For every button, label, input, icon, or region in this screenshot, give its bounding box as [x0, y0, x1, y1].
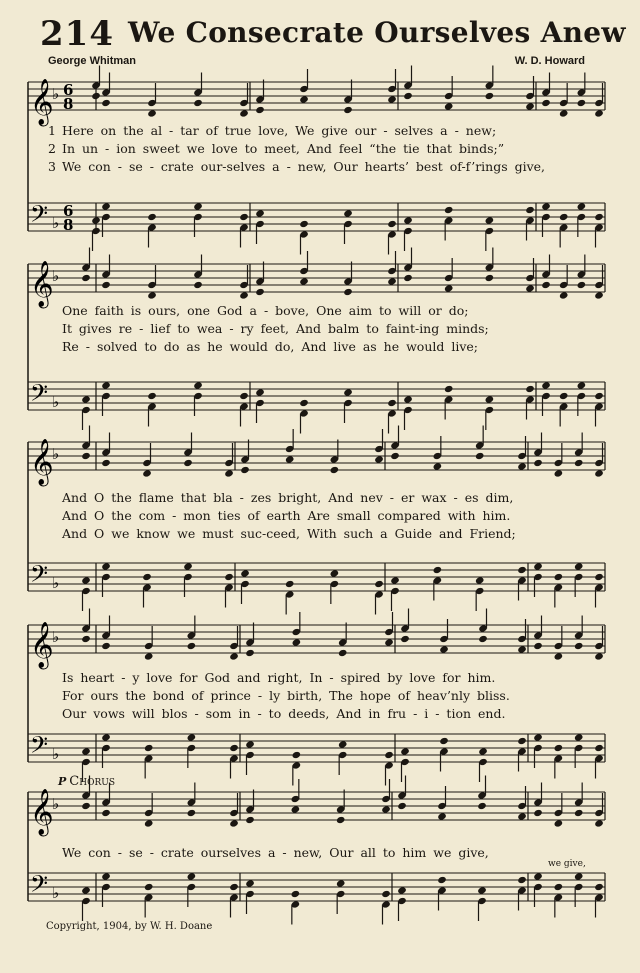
note-head: [292, 638, 302, 646]
note-head: [183, 459, 193, 467]
note-head: [336, 879, 346, 887]
lyrics-block: [40, 670, 605, 724]
note-head: [81, 452, 91, 460]
note-head: [554, 469, 564, 477]
lyric-line: [40, 845, 605, 863]
lyrics-block: [40, 845, 605, 863]
note-head: [183, 562, 193, 570]
note-head: [229, 819, 239, 827]
lyric-text: Re - solved to do as he would do, And live as he would live;: [62, 339, 479, 354]
note-head: [390, 576, 400, 584]
key-flat-icon: ♭: [52, 884, 60, 902]
note-head: [533, 872, 543, 880]
note-head: [101, 872, 111, 880]
note-head: [574, 872, 584, 880]
note-head: [525, 102, 535, 110]
note-head: [594, 469, 604, 477]
note-head: [577, 281, 587, 289]
note-head: [517, 876, 527, 884]
note-head: [245, 740, 255, 748]
staff-treble: [28, 248, 605, 310]
lyric-line: [40, 508, 605, 526]
note-head: [285, 580, 295, 588]
note-head: [101, 642, 111, 650]
note-head: [444, 206, 454, 214]
note-head: [559, 109, 569, 117]
hymn-author: George Whitman: [48, 55, 137, 67]
note-head: [101, 562, 111, 570]
note-head: [81, 802, 91, 810]
note-head: [517, 812, 527, 820]
verse-number: 3: [48, 159, 56, 174]
note-head: [101, 281, 111, 289]
key-flat-icon: ♭: [52, 445, 60, 463]
note-head: [187, 809, 197, 817]
note-head: [330, 466, 340, 474]
verse-number: 1: [48, 123, 56, 138]
note-head: [240, 569, 250, 577]
note-head: [239, 109, 249, 117]
note-head: [517, 462, 527, 470]
note-head: [554, 652, 564, 660]
note-head: [559, 213, 569, 221]
key-flat-icon: ♭: [52, 745, 60, 763]
note-head: [533, 809, 543, 817]
bass-clef-icon: 𝄢: [30, 379, 49, 412]
time-signature-numerator: 6: [63, 202, 74, 220]
note-head: [299, 220, 309, 228]
lyric-line: [40, 706, 605, 724]
note-head: [144, 652, 154, 660]
treble-clef-icon: 𝄞: [30, 261, 54, 307]
chorus-dynamic: p: [58, 771, 67, 789]
note-head: [239, 392, 249, 400]
note-head: [101, 809, 111, 817]
note-head: [559, 392, 569, 400]
note-head: [594, 883, 604, 891]
lyric-line: [40, 526, 605, 544]
note-head: [400, 747, 410, 755]
note-head: [594, 573, 604, 581]
lyric-text: And O the flame that bla - zes bright, And nev - er wax - es dim,: [62, 490, 514, 505]
note-head: [144, 883, 154, 891]
note-head: [397, 802, 407, 810]
note-head: [433, 566, 443, 574]
note-head: [255, 388, 265, 396]
note-head: [81, 886, 91, 894]
key-flat-icon: ♭: [52, 214, 60, 232]
lyric-text: Here on the al - tar of true love, We give our - selves a - new;: [62, 123, 497, 138]
lyrics-block: [40, 303, 605, 357]
note-head: [387, 399, 397, 407]
note-head: [338, 740, 348, 748]
note-head: [193, 381, 203, 389]
lyric-text: And O we know we must suc-ceed, With such a Guide and Friend;: [62, 526, 516, 541]
lyric-text: And O the com - mon ties of earth Are small compared with him.: [62, 508, 511, 523]
note-head: [299, 95, 309, 103]
note-head: [387, 95, 397, 103]
note-head: [439, 737, 449, 745]
note-head: [541, 202, 551, 210]
note-head: [574, 642, 584, 650]
note-head: [594, 291, 604, 299]
note-head: [594, 213, 604, 221]
note-head: [400, 635, 410, 643]
note-head: [478, 635, 488, 643]
treble-clef-icon: 𝄞: [30, 789, 54, 835]
note-head: [525, 206, 535, 214]
note-head: [574, 733, 584, 741]
note-head: [381, 805, 391, 813]
note-head: [533, 642, 543, 650]
note-head: [541, 99, 551, 107]
note-head: [594, 109, 604, 117]
hymn-composer: W. D. Howard: [514, 55, 585, 67]
copyright-notice: Copyright, 1904, by W. H. Doane: [46, 921, 213, 932]
note-head: [444, 385, 454, 393]
staff-treble: [28, 609, 605, 671]
lyric-line: [40, 688, 605, 706]
lyric-text: One faith is ours, one God a - bove, One aim to will or do;: [62, 303, 469, 318]
note-head: [554, 883, 564, 891]
treble-clef-icon: 𝄞: [30, 439, 54, 485]
lyric-line: [40, 159, 605, 177]
note-head: [224, 469, 234, 477]
note-head: [147, 213, 157, 221]
note-head: [533, 733, 543, 741]
note-head: [517, 737, 527, 745]
note-head: [255, 209, 265, 217]
note-head: [101, 381, 111, 389]
key-flat-icon: ♭: [52, 267, 60, 285]
note-head: [291, 805, 301, 813]
note-head: [541, 381, 551, 389]
time-signature-denominator: 8: [63, 95, 74, 113]
note-head: [81, 635, 91, 643]
note-head: [433, 462, 443, 470]
note-head: [533, 562, 543, 570]
note-head: [387, 277, 397, 285]
note-head: [343, 209, 353, 217]
note-head: [517, 645, 527, 653]
note-head: [384, 751, 394, 759]
staff-treble: [28, 426, 605, 488]
note-head: [387, 220, 397, 228]
lyric-text: It gives re - lief to wea - ry feet, And balm to faint-ing minds;: [62, 321, 489, 336]
note-head: [533, 459, 543, 467]
note-head: [403, 395, 413, 403]
bass-clef-icon: 𝄢: [30, 560, 49, 593]
note-head: [397, 886, 407, 894]
note-head: [403, 92, 413, 100]
note-head: [101, 202, 111, 210]
note-head: [403, 216, 413, 224]
note-head: [229, 652, 239, 660]
lyric-text: In un - ion sweet we love to meet, And feel “the tie that binds;”: [62, 141, 505, 156]
note-head: [594, 392, 604, 400]
note-head: [291, 890, 301, 898]
staff-treble: [28, 66, 605, 128]
note-head: [475, 452, 485, 460]
note-head: [239, 291, 249, 299]
note-head: [541, 281, 551, 289]
note-head: [101, 99, 111, 107]
lyric-line: [40, 141, 605, 159]
note-head: [343, 388, 353, 396]
note-head: [477, 886, 487, 894]
note-head: [374, 580, 384, 588]
lyric-text: For ours the bond of prince - ly birth, The hope of heav’nly bliss.: [62, 688, 510, 703]
note-head: [224, 573, 234, 581]
note-head: [255, 288, 265, 296]
staff-bass: [28, 870, 605, 925]
hymn-number: 214: [40, 14, 114, 54]
note-head: [81, 395, 91, 403]
note-head: [477, 802, 487, 810]
note-head: [554, 744, 564, 752]
note-head: [338, 649, 348, 657]
note-head: [384, 638, 394, 646]
note-head: [439, 645, 449, 653]
note-head: [594, 652, 604, 660]
lyric-text: Our vows will blos - som in - to deeds, And in fru - i - tion end.: [62, 706, 506, 721]
note-head: [245, 816, 255, 824]
note-head: [245, 879, 255, 887]
note-head: [525, 284, 535, 292]
note-head: [142, 469, 152, 477]
treble-clef-icon: 𝄞: [30, 622, 54, 668]
note-head: [485, 92, 495, 100]
note-head: [81, 274, 91, 282]
lyric-text: Is heart - y love for God and right, In - spired by love for him.: [62, 670, 496, 685]
note-head: [374, 455, 384, 463]
note-head: [147, 109, 157, 117]
note-head: [525, 385, 535, 393]
note-head: [91, 92, 101, 100]
bass-cue-text: we give,: [548, 859, 586, 869]
note-head: [403, 274, 413, 282]
note-head: [594, 744, 604, 752]
note-head: [144, 744, 154, 752]
note-head: [81, 747, 91, 755]
chorus-title: Chorus: [69, 774, 115, 789]
lyric-line: [40, 490, 605, 508]
bass-clef-icon: 𝄢: [30, 731, 49, 764]
hymn-title: We Consecrate Ourselves Anew: [128, 16, 626, 49]
note-head: [594, 819, 604, 827]
bass-clef-icon: 𝄢: [30, 200, 49, 233]
verse-number: 2: [48, 141, 56, 156]
lyrics-block: [40, 490, 605, 544]
note-head: [330, 569, 340, 577]
note-head: [147, 392, 157, 400]
chorus-label: [58, 771, 115, 789]
note-head: [142, 573, 152, 581]
note-head: [390, 452, 400, 460]
note-head: [554, 573, 564, 581]
note-head: [478, 747, 488, 755]
key-flat-icon: ♭: [52, 393, 60, 411]
note-head: [517, 566, 527, 574]
note-head: [91, 216, 101, 224]
note-head: [577, 202, 587, 210]
lyric-line: [40, 123, 605, 141]
lyric-line: [40, 321, 605, 339]
note-head: [343, 288, 353, 296]
note-head: [577, 381, 587, 389]
key-flat-icon: ♭: [52, 628, 60, 646]
lyric-line: [40, 670, 605, 688]
note-head: [292, 751, 302, 759]
note-head: [240, 466, 250, 474]
note-head: [574, 459, 584, 467]
lyric-line: [40, 339, 605, 357]
note-head: [239, 213, 249, 221]
key-flat-icon: ♭: [52, 85, 60, 103]
note-head: [81, 576, 91, 584]
note-head: [229, 883, 239, 891]
key-flat-icon: ♭: [52, 795, 60, 813]
note-head: [444, 102, 454, 110]
note-head: [187, 872, 197, 880]
note-head: [299, 277, 309, 285]
note-head: [336, 816, 346, 824]
note-head: [343, 106, 353, 114]
note-head: [144, 819, 154, 827]
time-signature-denominator: 8: [63, 216, 74, 234]
note-head: [437, 876, 447, 884]
note-head: [475, 576, 485, 584]
lyrics-block: [40, 123, 605, 177]
note-head: [485, 395, 495, 403]
time-signature-numerator: 6: [63, 81, 74, 99]
note-head: [245, 649, 255, 657]
note-head: [554, 819, 564, 827]
note-head: [485, 274, 495, 282]
note-head: [437, 812, 447, 820]
key-flat-icon: ♭: [52, 574, 60, 592]
note-head: [574, 809, 584, 817]
treble-clef-icon: 𝄞: [30, 79, 54, 125]
note-head: [187, 733, 197, 741]
note-head: [381, 890, 391, 898]
note-head: [574, 562, 584, 570]
note-head: [229, 744, 239, 752]
note-head: [193, 281, 203, 289]
note-head: [187, 642, 197, 650]
note-head: [485, 216, 495, 224]
lyric-line: [40, 303, 605, 321]
note-head: [193, 99, 203, 107]
note-head: [255, 106, 265, 114]
note-head: [101, 459, 111, 467]
note-head: [577, 99, 587, 107]
note-head: [101, 733, 111, 741]
note-head: [559, 291, 569, 299]
lyric-text: We con - se - crate ourselves a - new, Our all to him we give,: [62, 845, 489, 860]
note-head: [299, 399, 309, 407]
note-head: [285, 455, 295, 463]
note-head: [147, 291, 157, 299]
bass-clef-icon: 𝄢: [30, 870, 49, 903]
note-head: [193, 202, 203, 210]
lyric-text: We con - se - crate our-selves a - new, Our hearts’ best of-f’rings give,: [62, 159, 546, 174]
note-head: [444, 284, 454, 292]
